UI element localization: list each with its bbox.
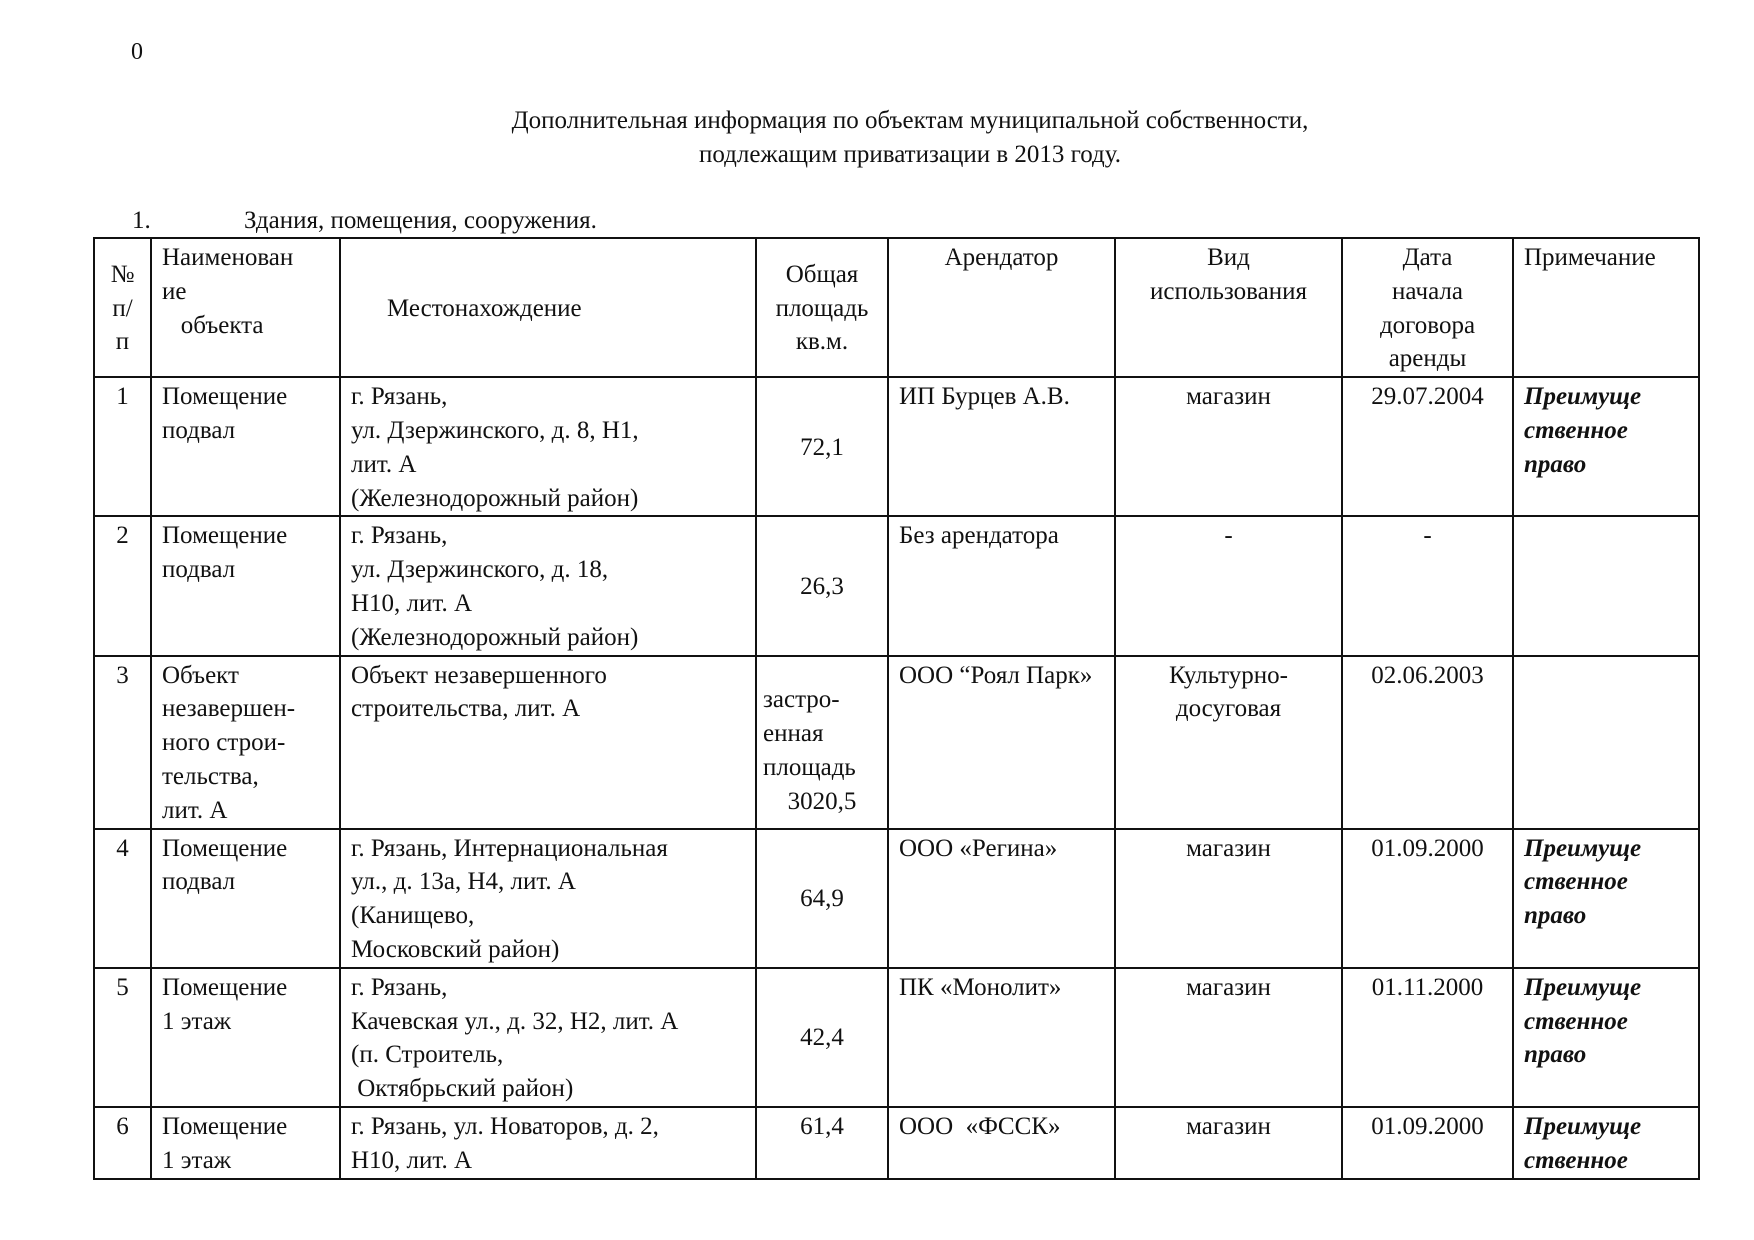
table-row <box>94 968 1699 1107</box>
cell-tenant-text: ООО «ФССК» <box>899 1112 1061 1140</box>
cell-number: 5 <box>94 968 151 1107</box>
cell-usage-text: магазин <box>1186 973 1271 1001</box>
table-row <box>94 656 1699 829</box>
cell-location <box>340 377 756 516</box>
cell-date: 01.11.2000 <box>1342 968 1513 1107</box>
section-title: Здания, помещения, сооружения. <box>244 207 597 234</box>
header-date-line: Дата <box>1402 244 1453 271</box>
cell-name-line: лит. А <box>162 796 228 824</box>
cell-number: 4 <box>94 829 151 968</box>
cell-name <box>151 1107 340 1179</box>
section-number: 1. <box>132 207 151 234</box>
header-name-line: объекта <box>162 311 264 339</box>
cell-area-line: 3020,5 <box>787 787 857 815</box>
document-title-line-1: Дополнительная информация по объектам муниципальной собственности, <box>511 107 1309 134</box>
header-tenant <box>888 238 1115 377</box>
table-row <box>94 1107 1699 1179</box>
cell-note <box>1513 656 1699 829</box>
cell-location-line: г. Рязань, <box>351 973 448 1001</box>
cell-name-line: Помещение <box>162 1112 288 1140</box>
cell-area <box>756 516 888 655</box>
cell-location-line: (п. Строитель, <box>351 1041 504 1069</box>
header-note-label: Примечание <box>1524 244 1656 271</box>
cell-area-line: застро- <box>763 686 840 714</box>
cell-area <box>756 656 888 829</box>
cell-area <box>756 968 888 1107</box>
cell-location-line: Н10, лит. А <box>351 1146 473 1174</box>
cell-area-line: 72,1 <box>800 433 844 461</box>
header-location-label: Местонахождение <box>387 294 582 322</box>
cell-name-line: Помещение <box>162 834 288 862</box>
cell-usage-text: магазин <box>1186 1112 1271 1140</box>
table-row <box>94 377 1699 516</box>
cell-name <box>151 656 340 829</box>
cell-name-line: Объект <box>162 661 239 689</box>
header-name <box>151 238 340 377</box>
cell-name-line: тельства, <box>162 762 259 790</box>
cell-note-line: ственное <box>1524 1146 1628 1174</box>
cell-name-line: подвал <box>162 868 236 896</box>
header-date-line: аренды <box>1388 345 1467 373</box>
cell-location-line: Н10, лит. А <box>351 589 473 617</box>
header-name-line: Наименован <box>162 244 294 271</box>
header-number <box>94 238 151 377</box>
cell-note <box>1513 829 1699 968</box>
cell-location-line: (Железнодорожный район) <box>351 623 639 651</box>
cell-area-line: енная <box>763 720 824 748</box>
cell-tenant <box>888 1107 1115 1179</box>
cell-location <box>340 968 756 1107</box>
cell-usage <box>1115 656 1342 829</box>
cell-location-line: (Железнодорожный район) <box>351 484 639 512</box>
cell-area <box>756 829 888 968</box>
cell-location <box>340 829 756 968</box>
cell-number: 2 <box>94 516 151 655</box>
cell-name-line: незавершен- <box>162 695 296 723</box>
cell-note-line: Преимуще <box>1524 1112 1642 1140</box>
table-row <box>94 829 1699 968</box>
cell-location-line: (Канищево, <box>351 902 475 930</box>
section-heading <box>132 206 597 236</box>
cell-location-line: строительства, лит. А <box>351 695 581 723</box>
cell-date: 01.09.2000 <box>1342 829 1513 968</box>
cell-name-line: подвал <box>162 556 236 584</box>
header-usage-line: использования <box>1150 277 1307 305</box>
header-area-line: площадь <box>775 294 869 322</box>
header-date-line: договора <box>1379 311 1476 339</box>
document-title <box>0 104 1754 172</box>
cell-area <box>756 377 888 516</box>
cell-name-line: 1 этаж <box>162 1146 232 1174</box>
cell-number: 1 <box>94 377 151 516</box>
cell-name-line: Помещение <box>162 383 288 411</box>
cell-date: - <box>1342 516 1513 655</box>
cell-name-line: Помещение <box>162 973 288 1001</box>
header-number-line: № <box>110 260 135 288</box>
cell-location-line: Октябрьский район) <box>351 1075 574 1103</box>
cell-area <box>756 1107 888 1179</box>
cell-location-line: г. Рязань, <box>351 383 448 411</box>
property-table <box>93 237 1700 1180</box>
cell-area-line: 42,4 <box>800 1024 844 1052</box>
header-area <box>756 238 888 377</box>
cell-location <box>340 516 756 655</box>
cell-location-line: Качевская ул., д. 32, Н2, лит. А <box>351 1007 679 1035</box>
header-location <box>340 238 756 377</box>
cell-usage <box>1115 377 1342 516</box>
cell-tenant <box>888 377 1115 516</box>
cell-area-line: площадь <box>763 754 856 782</box>
header-tenant-label: Арендатор <box>944 244 1059 271</box>
cell-note-line: право <box>1524 450 1587 478</box>
header-area-line: кв.м. <box>795 328 849 356</box>
document-title-line-2: подлежащим приватизации в 2013 году. <box>698 141 1122 168</box>
cell-note-line: Преимуще <box>1524 973 1642 1001</box>
cell-name-line: ного строи- <box>162 729 286 757</box>
header-number-line: п/ <box>112 294 133 322</box>
cell-number: 6 <box>94 1107 151 1179</box>
cell-note <box>1513 516 1699 655</box>
header-number-line: п <box>115 328 130 356</box>
cell-location-line: г. Рязань, <box>351 522 448 550</box>
cell-location <box>340 656 756 829</box>
cell-usage <box>1115 829 1342 968</box>
page-number: 0 <box>131 39 143 65</box>
cell-tenant-text: ПК «Монолит» <box>899 973 1062 1001</box>
cell-name-line: 1 этаж <box>162 1007 232 1035</box>
cell-note-line: право <box>1524 1041 1587 1069</box>
cell-location-line: ул. Дзержинского, д. 18, <box>351 556 609 584</box>
header-note <box>1513 238 1699 377</box>
cell-date: 01.09.2000 <box>1342 1107 1513 1179</box>
cell-tenant-text: ИП Бурцев А.В. <box>899 383 1070 411</box>
cell-note-line: ственное <box>1524 416 1628 444</box>
cell-note <box>1513 1107 1699 1179</box>
cell-usage-text: - <box>1224 522 1233 550</box>
cell-tenant <box>888 829 1115 968</box>
header-usage <box>1115 238 1342 377</box>
cell-tenant <box>888 968 1115 1107</box>
cell-tenant-text: ООО «Регина» <box>899 834 1058 862</box>
header-area-line: Общая <box>785 260 859 288</box>
header-usage-line: Вид <box>1207 244 1250 271</box>
table-row <box>94 516 1699 655</box>
cell-name <box>151 968 340 1107</box>
header-date <box>1342 238 1513 377</box>
cell-usage-text: Культурно-досуговая <box>1169 661 1288 723</box>
cell-note-line: право <box>1524 902 1587 930</box>
cell-name-line: Помещение <box>162 522 288 550</box>
cell-name <box>151 829 340 968</box>
cell-location-line: г. Рязань, ул. Новаторов, д. 2, <box>351 1112 659 1140</box>
header-name-line: ие <box>162 277 187 305</box>
cell-area-line: 26,3 <box>800 573 844 601</box>
cell-tenant-text: ООО “Роял Парк» <box>899 661 1093 689</box>
cell-usage <box>1115 516 1342 655</box>
cell-name-line: подвал <box>162 416 236 444</box>
cell-note <box>1513 377 1699 516</box>
cell-usage-text: магазин <box>1186 383 1271 411</box>
cell-location <box>340 1107 756 1179</box>
cell-note-line: Преимуще <box>1524 383 1642 411</box>
cell-tenant-text: Без арендатора <box>899 522 1059 550</box>
header-date-line: начала <box>1392 277 1463 305</box>
cell-location-line: Объект незавершенного <box>351 661 607 689</box>
cell-note-line: ственное <box>1524 1007 1628 1035</box>
cell-date: 02.06.2003 <box>1342 656 1513 829</box>
cell-area-line: 61,4 <box>800 1112 844 1140</box>
cell-location-line: Московский район) <box>351 935 560 963</box>
cell-location-line: г. Рязань, Интернациональная <box>351 834 668 862</box>
cell-area-line: 64,9 <box>800 885 844 913</box>
cell-name <box>151 516 340 655</box>
cell-note-line: Преимуще <box>1524 834 1642 862</box>
table-header-row <box>94 238 1699 377</box>
cell-tenant <box>888 656 1115 829</box>
cell-note-line: ственное <box>1524 868 1628 896</box>
cell-usage-text: магазин <box>1186 834 1271 862</box>
cell-number: 3 <box>94 656 151 829</box>
cell-location-line: ул. Дзержинского, д. 8, Н1, <box>351 416 639 444</box>
cell-location-line: ул., д. 13а, Н4, лит. А <box>351 868 576 896</box>
cell-name <box>151 377 340 516</box>
cell-usage <box>1115 968 1342 1107</box>
cell-date: 29.07.2004 <box>1342 377 1513 516</box>
cell-note <box>1513 968 1699 1107</box>
cell-usage <box>1115 1107 1342 1179</box>
cell-tenant <box>888 516 1115 655</box>
cell-location-line: лит. А <box>351 450 417 478</box>
